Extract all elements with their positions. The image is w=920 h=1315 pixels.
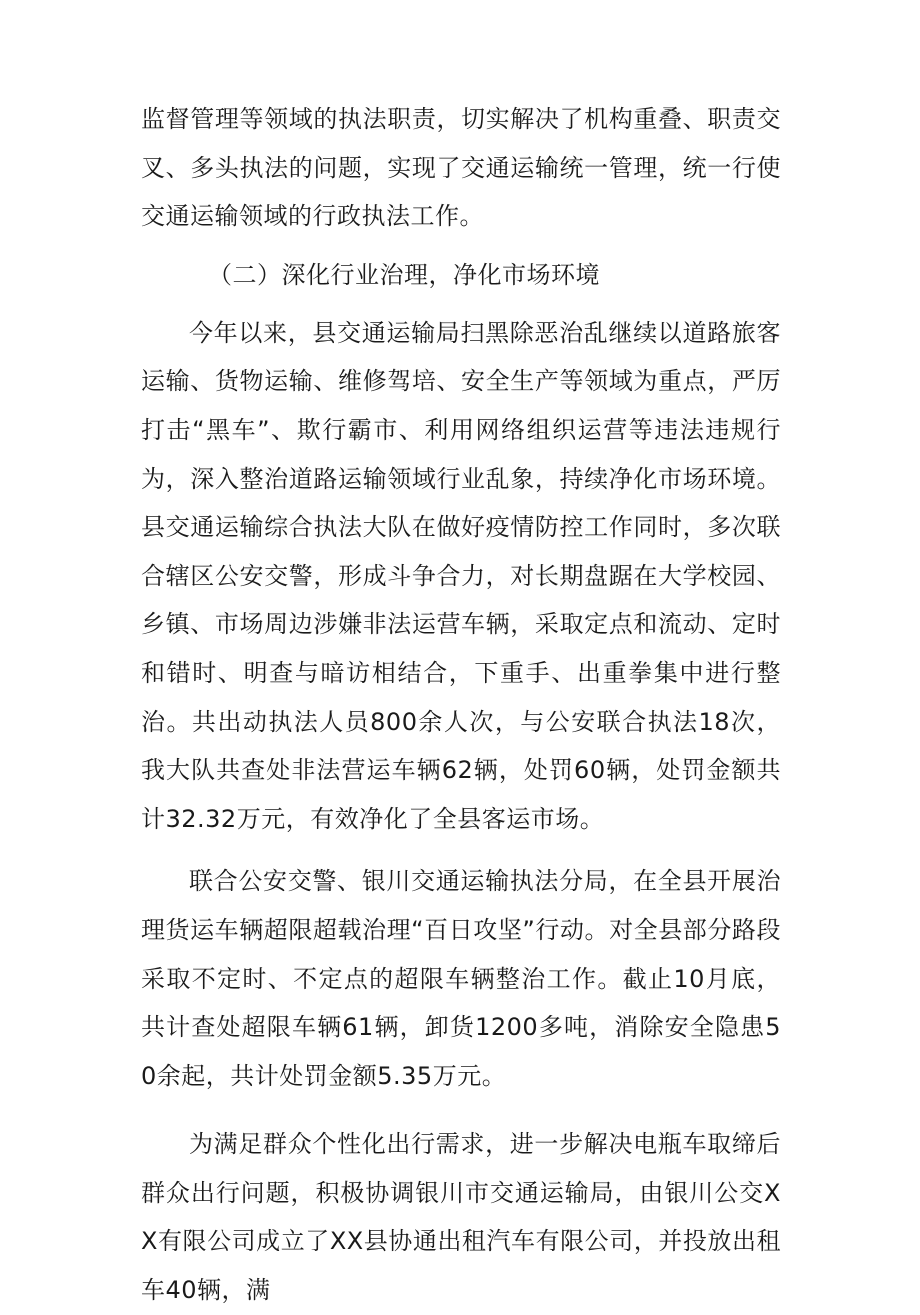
paragraph-2: 联合公安交警、银川交通运输执法分局，在全县开展治理货运车辆超限超载治理“百日攻坚”行动。对全县部分路段采取不定时、不定点的超限车辆整治工作。截止10月底，共计查处超限车辆61辆，卸货1200多吨，消除安全隐患50余起，共计处罚金额5.35万元。 bbox=[141, 867, 781, 1090]
paragraph-3: 为满足群众个性化出行需求，进一步解决电瓶车取缔后群众出行问题，积极协调银川市交通运输局，由银川公交XX有限公司成立了XX县协通出租汽车有限公司，并投放出租车40辆，满 bbox=[141, 1130, 781, 1305]
document-page bbox=[141, 95, 781, 1315]
section-heading: （二）深化行业治理，净化市场环境 bbox=[208, 260, 600, 289]
paragraph-continued: 监督管理等领域的执法职责，切实解决了机构重叠、职责交叉、多头执法的问题，实现了交通运输统一管理，统一行使交通运输领域的行政执法工作。 bbox=[141, 105, 781, 231]
paragraph-1: 今年以来，县交通运输局扫黑除恶治乱继续以道路旅客运输、货物运输、维修驾培、安全生产等领域为重点，严厉打击“黑车”、欺行霸市、利用网络组织运营等违法违规行为，深入整治道路运输领域行业乱象，持续净化市场环境。县交通运输综合执法大队在做好疫情防控工作同时，多次联合辖区公安交警，形成斗争合力，对长期盘踞在大学校园、乡镇、市场周边涉嫌非法运营车辆，采取定点和流动、定时和错时、明查与暗访相结合，下重手、出重拳集中进行整治。共出动执法人员800余人次，与公安联合执法18次，我大队共查处非法营运车辆62辆，处罚60辆，处罚金额共计32.32万元，有效净化了全县客运市场。 bbox=[141, 318, 781, 833]
